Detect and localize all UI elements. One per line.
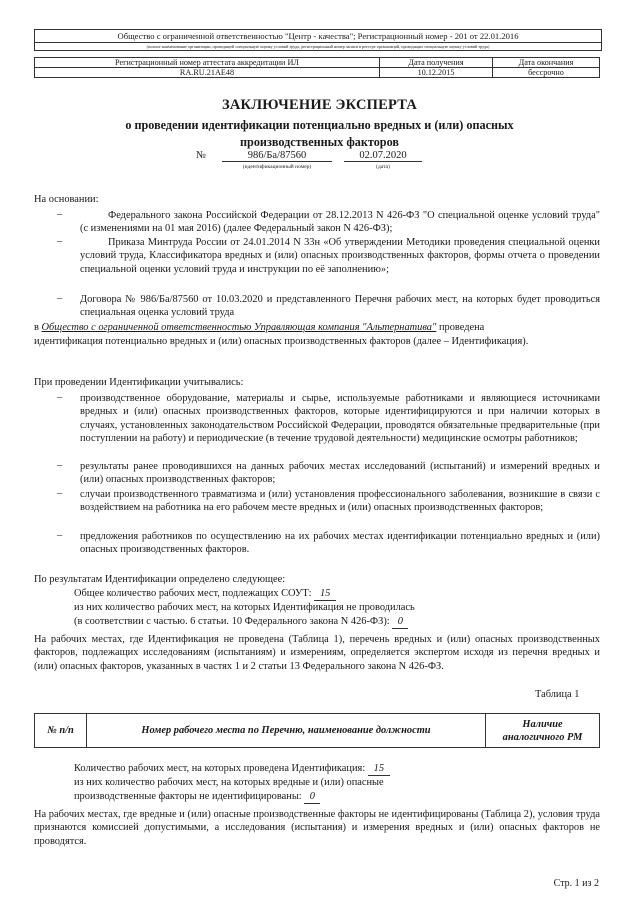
identified-workplaces-value: 15 bbox=[368, 762, 390, 776]
basis-item-1: Федерального закона Российской Федерации от 28.12.2013 N 426-ФЗ "О специальной оценке условий труда" (с изменениями на 01 мая 2016) (далее Федеральный закон N 426-ФЗ); bbox=[80, 210, 600, 235]
list-dash: – bbox=[57, 488, 63, 499]
in-suffix: проведена bbox=[438, 322, 485, 333]
accreditation-number-header: Регистрационный номер аттестата аккредитации ИЛ bbox=[35, 58, 380, 68]
basis-item-3: Договора № 986/Ба/87560 от 10.03.2020 и представленного Перечня рабочих мест, на которых будет проводиться специальная оценка условий труда bbox=[80, 294, 600, 319]
no-factors-line bbox=[74, 790, 320, 804]
considered-item-1: производственное оборудование, материалы и сырье, используемые работниками и являющиеся источниками вредных и (или) опасных производственных факторов, которые идентифицируются и при наличии которых в случаях, установленных законодательством Российской Федерации, проводятся обязательные предварительные (при поступлении на работу) и периодические (в течение трудовой деятельности) медицинские осмотры работников; bbox=[80, 393, 600, 445]
basis-conclusion bbox=[34, 321, 600, 334]
total-workplaces-value: 15 bbox=[314, 587, 336, 601]
accreditation-table bbox=[34, 57, 600, 78]
results-2-paragraph: На рабочих местах, где вредные и (или) опасные производственные факторы не идентифицированы (Таблица 2), условия труда признаются комиссией допустимыми, а исследования (испытания) и измерения вредных и (или) опасных факторов не проводятся. bbox=[34, 809, 600, 847]
total-workplaces-line bbox=[74, 587, 336, 601]
received-date: 10.12.2015 bbox=[380, 68, 493, 78]
date-caption: (дата) bbox=[376, 164, 390, 170]
considered-item-2: результаты ранее проводившихся на данных рабочих местах исследований (испытаний) и измерений вредных и (или) опасных производственных факторов; bbox=[80, 461, 600, 486]
number-sign: № bbox=[196, 150, 207, 161]
table-col-number: № п/п bbox=[35, 714, 87, 748]
subtitle-line-1: о проведении идентификации потенциально вредных и (или) опасных bbox=[125, 118, 514, 132]
document-subtitle bbox=[0, 117, 639, 151]
not-identified-label-2: (в соответствии с частью. 6 статьи. 10 Федерального закона N 426-ФЗ): bbox=[74, 616, 390, 627]
document-title: ЗАКЛЮЧЕНИЕ ЭКСПЕРТА bbox=[221, 97, 418, 113]
document-number-row bbox=[0, 150, 639, 176]
no-factors-label-2: производственные факторы не идентифицированы: bbox=[74, 791, 302, 802]
expiry-date-header: Дата окончания bbox=[493, 58, 600, 68]
document-date: 02.07.2020 bbox=[344, 150, 422, 162]
organization-line: Общество с ограниченной ответственностью "Центр - качества"; Регистрационный номер - 201 от 22.01.2016 bbox=[35, 30, 601, 43]
basis-item-2: Приказа Минтруда России от 24.01.2014 N 33н «Об утверждении Методики проведения специальной оценки условий труда, Классификатора вредных и (или) опасных производственных факторов, формы отчета о проведении специальной оценки условий труда и инструкции по её заполнению»; bbox=[80, 237, 600, 275]
table-col-analog-line2: аналогичного РМ bbox=[502, 731, 583, 743]
not-identified-label: из них количество рабочих мест, на которых Идентификация не проводилась bbox=[74, 602, 415, 613]
considered-item-3: случаи производственного травматизма и (или) установления профессионального заболевания, возникшие в связи с воздействием на работника на его рабочем месте вредных и (или) опасных производственных факторов; bbox=[80, 489, 600, 514]
no-factors-value: 0 bbox=[304, 790, 320, 804]
list-dash: – bbox=[57, 236, 63, 247]
total-workplaces-label: Общее количество рабочих мест, подлежащих СОУТ: bbox=[74, 588, 312, 599]
received-date-header: Дата получения bbox=[380, 58, 493, 68]
number-caption: (идентификационный номер) bbox=[242, 164, 312, 170]
client-organization: Общество с ограниченной ответственностью Управляющая компания "Альтернатива" bbox=[41, 322, 437, 333]
accreditation-number: RA.RU.21AE48 bbox=[35, 68, 380, 78]
list-dash: – bbox=[57, 209, 63, 220]
expiry-date: бессрочно bbox=[493, 68, 600, 78]
considered-intro: При проведении Идентификации учитывались: bbox=[34, 377, 244, 388]
not-identified-line bbox=[74, 615, 408, 629]
list-dash: – bbox=[57, 460, 63, 471]
results-intro: По результатам Идентификации определено следующее: bbox=[34, 574, 286, 585]
table-col-workplace: Номер рабочего места по Перечню, наименование должности bbox=[87, 714, 486, 748]
no-factors-label: из них количество рабочих мест, на которых вредные и (или) опасные bbox=[74, 777, 384, 788]
identified-workplaces-label: Количество рабочих мест, на которых проведена Идентификация: bbox=[74, 763, 366, 774]
table-col-analog-line1: Наличие bbox=[522, 718, 563, 730]
in-prefix: в bbox=[34, 322, 39, 333]
list-dash: – bbox=[57, 530, 63, 541]
basis-intro: На основании: bbox=[34, 194, 99, 205]
table-col-analog bbox=[486, 714, 600, 748]
identification-number: 986/Ба/87560 bbox=[222, 150, 332, 162]
table-1 bbox=[34, 713, 600, 748]
organization-header bbox=[34, 29, 602, 51]
table-1-label: Таблица 1 bbox=[535, 689, 580, 700]
subtitle-line-2: производственных факторов bbox=[240, 135, 399, 149]
results-paragraph: На рабочих местах, где Идентификация не проведена (Таблица 1), перечень вредных и (или) опасных производственных факторов, подлежащих исследованиям (испытаниям) и измерениям, определяется экспертом исходя из перечня вредных и (или) опасных факторов, указанных в частях 1 и 2 статьи 13 Федерального закона N 426-ФЗ. bbox=[34, 634, 600, 672]
identified-workplaces-line bbox=[74, 762, 390, 776]
list-dash: – bbox=[57, 293, 63, 304]
list-dash: – bbox=[57, 392, 63, 403]
page-number: Стр. 1 из 2 bbox=[553, 878, 599, 889]
considered-item-4: предложения работников по осуществлению на их рабочих местах идентификации потенциально вредных и (или) опасных производственных факторов. bbox=[80, 531, 600, 556]
basis-conclusion-rest: идентификация потенциально вредных и (или) опасных производственных факторов (далее – Идентификация). bbox=[34, 336, 529, 347]
organization-caption: (полное наименование организации, проводящей специальную оценку условий труда, регистрационный номер записи в реестре организаций, проводящих специальную оценку условий труда) bbox=[146, 44, 490, 49]
not-identified-value: 0 bbox=[392, 615, 408, 629]
